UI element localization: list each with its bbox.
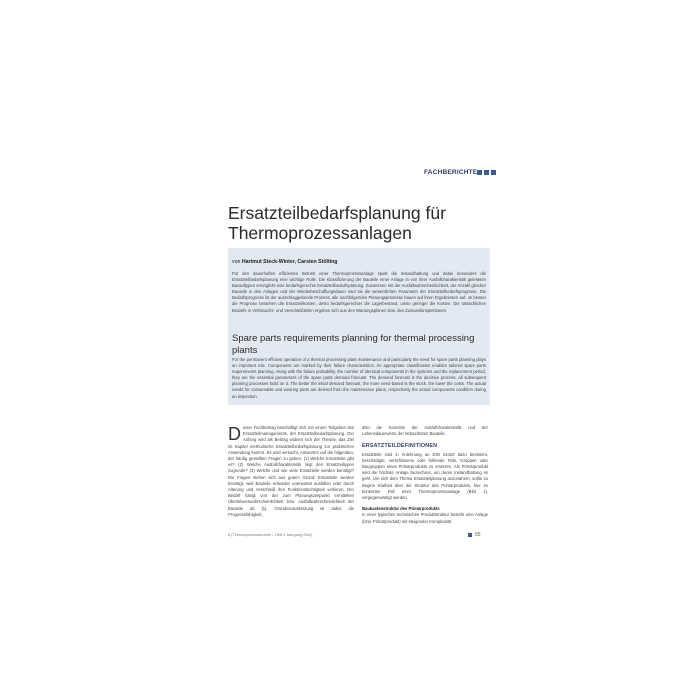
footer-page (468, 532, 481, 538)
section-label: FACHBERICHTE (424, 169, 478, 176)
section-heading-definitions: ERSATZTEILDEFINITIONEN (362, 443, 438, 450)
dropcap: D (228, 424, 241, 444)
page-marker-icon (468, 533, 472, 537)
body-text-definitions: Ersatzteile sind in Anlehnung an DIN 24420 dazu bestimmt, beschädigte, verschlissene oder fehlende Teile, Gruppen oder Baugruppen eines Primärprodukts zu ersetzen. Als Primärprodukt wird die höchste Anlage bezeichnet, um deren Instandhaltung es geht. Um sich dem Thema Ersatzteilplanung anzunähern, sollte zu Beginn Klarheit über die Struktur des Primärprodukts, hier im konkreten Fall einer Thermoprozessanlage (Bild 1), vergegenwärtigt werden. (362, 451, 488, 501)
subheading-structure: Baukastenstruktur des Primärprodukts (362, 506, 440, 512)
abstract-english: For the permanent efficient operation of a thermal processing plant maintenance and particularly the need for spare parts planning plays an important role. Components are marked by their failure characteristics. An appropriate classification enables tailored spare parts requirements planning. Along with the failure probability, the number of identical components in the systems and the replacement period, they are the essential parameters of the spare parts demand forecast. The demand forecast is the decisive process, all subsequent planning processes build on it. The better the initial demand forecast, the more need-based is the stock, the lower the costs. The actual needs for consumable and wearing parts are derived from the maintenance plans, respectively the actual components condition during an inspection. (232, 357, 486, 399)
authors-names: Hartmut Steck-Winter, Carsten Stölting (241, 259, 338, 265)
body-text-structure: In einer typischen technischen Produktstruktur besteht eine Anlage (bzw. Primärprodukt) mit steigender Komplexität (362, 512, 488, 524)
authors-prefix: von (232, 259, 241, 265)
body-column-left (228, 425, 354, 518)
body-text-right-intro: also die Kenntnis der Ausfallcharakteristik und der Lebensdauerwerte der betrachteten Bauteile. (362, 425, 488, 437)
body-text-left: ieser Fachbeitrag beschäftigt sich mit einem Teilgebiet des Ersatzteilmanagements, der Ersatzteilbedarfsplanung. Der Anfang wird als Beitrag widmet sich der Theorie, das Ziel im Kapitel methodische Ersatzteilbedarfsplanung zur praktischen Anwendung kommt. Es wird versucht, Antworten auf die folgenden, der häufig gestellten Fragen zu geben: (1) Welche Ersatzteile gibt es? (2) Welche Ausfallcharakteristik liegt den Ersatzteiltypen zugrunde? (3) Welche und wie viele Ersatzteile werden benötigt? Die Fragen stehen sich aus gutem Grund: Ersatzteile werden benötigt, weil Bauteile entweder unerwartet ausfallen oder durch Alterung und Verschleiß ihre Funktionstüchtigkeit verlieren. Der Bedarf hängt von der zum Planungszeitpunkt ermittelten Überlebenswahrscheinlichkeit bzw. Ausfallwahrscheinlichkeit der Bauteile ab [1]. Grundvoraussetzung ist dabei die Prognosefähigkeit, (228, 425, 354, 517)
article-title: Ersatzteilbedarfsplanung für Thermoprozessanlagen (228, 203, 446, 243)
page-number: 55 (475, 532, 481, 538)
footer-journal: 8 (Thermoprozesstechnik – Heft 4 Jahrgang 20xx) (228, 533, 313, 537)
abstract-german: Für den dauerhaften effizienten Betrieb einer Thermoprozessanlage spielt die Instandhaltung und dabei besonders die Ersatzteilbedarfsplanung eine wichtige Rolle. Die Klassifizierung der Bauteile einer Anlage in von ihrer Ausfallcharakteristik geleiteten Bauteiltypen ermöglicht eine bedarfsgerechte Ersatzteilbedarfsplanung. Zusammen mit der Ausfallwahrscheinlichkeit, der Anzahl gleicher Bauteile in den Anlagen und der Wiederbeschaffungsdauer sind sie die wesentlichen Parameter der Ersatzteilbedarfsprognose. Die Bedarfsprognose ist der ausschlaggebende Prozess, alle nachfolgenden Planungsprozesse bauen auf ihren Ergebnissen auf. Je besser die Prognose bestehen die Ersatzteilkosten, desto bedarfsgerechter die Lagerbestand, umso geringer die Kosten. Die tatsächlichen Bedarfe in Verbrauchs- und Verschleißteilen ergeben sich aus den Wartungsplänen bzw. den Zustandsinspektionen. (232, 271, 486, 313)
article-title-english: Spare parts requirements planning for thermal processing plants (232, 333, 475, 356)
authors-line (232, 259, 337, 265)
section-marker-icon (477, 170, 496, 175)
body-column-right (362, 425, 488, 525)
